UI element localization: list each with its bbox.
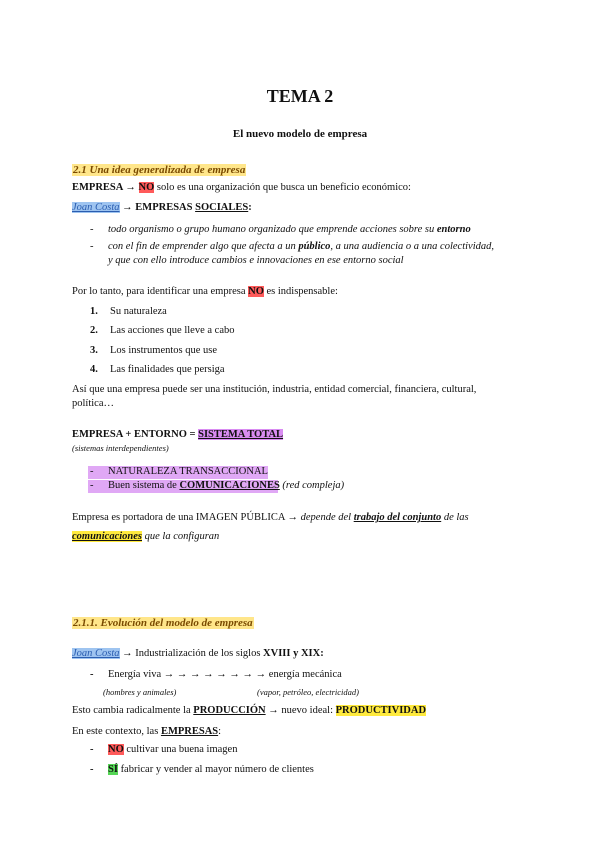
energy-line <box>90 669 342 680</box>
dash: - <box>90 744 94 755</box>
sociales-text: SOCIALES <box>195 202 249 213</box>
page-title: TEMA 2 <box>266 86 334 106</box>
list-item <box>90 744 238 755</box>
dash: - <box>90 480 94 491</box>
text: Energía viva <box>108 669 164 680</box>
no-highlight: NO <box>138 182 155 193</box>
text: Las finalidades que persiga <box>110 364 225 375</box>
section-heading <box>72 613 254 631</box>
comunicaciones-highlight: comunicaciones <box>72 531 142 542</box>
paragraph-line: política… <box>72 398 114 409</box>
empresa-line <box>72 182 411 193</box>
equation-line <box>72 429 283 440</box>
text: Esto cambia radicalmente la <box>72 705 194 716</box>
text: → EMPRESAS <box>119 202 196 213</box>
productividad-highlight: PRODUCTIVIDAD <box>335 705 427 716</box>
identify-line <box>72 286 338 297</box>
dash: - <box>90 241 94 252</box>
text: es indispensable: <box>263 286 338 297</box>
produccion-line <box>72 705 426 716</box>
text: COMUNICACIONES <box>179 480 280 491</box>
text: Buen sistema de <box>108 480 180 491</box>
dash: - <box>90 466 94 477</box>
si-highlight: SÍ <box>108 764 118 775</box>
text: PRODUCCIÓN <box>193 705 266 716</box>
list-item <box>90 466 268 477</box>
text: público <box>298 241 331 252</box>
arrows: → → → → → → → → <box>163 669 267 680</box>
numbered-item <box>90 345 218 356</box>
text: Los instrumentos que use <box>110 345 218 356</box>
text: trabajo del conjunto <box>353 512 442 523</box>
text: Las acciones que lleve a cabo <box>110 325 235 336</box>
number: 3. <box>90 345 98 356</box>
text: Su naturaleza <box>110 306 167 317</box>
page-subtitle: El nuevo modelo de empresa <box>232 128 368 140</box>
author-name: Joan Costa <box>72 202 120 213</box>
text: EMPRESAS <box>160 726 219 737</box>
text: cultivar una buena imagen <box>123 744 238 755</box>
text: que la configuran <box>142 531 220 542</box>
section-heading <box>72 160 246 178</box>
equation-note: (sistemas interdependientes) <box>72 443 169 453</box>
energy-note-left: (hombres y animales) <box>103 687 177 697</box>
number: 4. <box>90 364 98 375</box>
author-name: Joan Costa <box>72 648 120 659</box>
no-highlight: NO <box>108 744 124 755</box>
costa-line <box>72 202 252 213</box>
context-line <box>72 726 221 737</box>
dash: - <box>90 669 94 680</box>
number: 1. <box>90 306 98 317</box>
text: Empresa es portadora de una IMAGEN PÚBLICA <box>72 512 288 523</box>
text: solo es una organización que busca un beneficio económico: <box>154 182 411 193</box>
text: : <box>218 726 222 737</box>
text: → nuevo ideal: <box>265 705 336 716</box>
text: → Industrialización de los siglos <box>119 648 264 659</box>
text: EMPRESA + ENTORNO = <box>72 429 199 440</box>
list-item <box>90 224 471 235</box>
text: (red compleja) <box>279 480 345 491</box>
text: NATURALEZA TRANSACCIONAL <box>108 466 268 477</box>
text: entorno <box>436 224 471 235</box>
number: 2. <box>90 325 98 336</box>
text: En este contexto, las <box>72 726 161 737</box>
list-item <box>90 480 345 491</box>
image-line <box>72 512 469 523</box>
numbered-item <box>90 364 225 375</box>
list-item <box>90 241 494 252</box>
text: Por lo tanto, para identificar una empresa <box>72 286 249 297</box>
section-heading-text: 2.1 Una idea generalizada de empresa <box>73 164 246 176</box>
numbered-item <box>90 325 235 336</box>
sistema-total-highlight: SISTEMA TOTAL <box>198 429 284 440</box>
text: : <box>248 202 252 213</box>
text: EMPRESA → <box>72 182 139 193</box>
text: todo organismo o grupo humano organizado que emprende acciones sobre su <box>108 224 437 235</box>
text: , a una audiencia o a una colectividad, <box>330 241 494 252</box>
section-heading-text: 2.1.1. Evolución del modelo de empresa <box>73 617 253 629</box>
text: XVIII y XIX: <box>263 648 324 659</box>
text: → depende del <box>287 512 354 523</box>
costa-line <box>72 648 324 659</box>
numbered-item <box>90 306 167 317</box>
image-line <box>72 531 219 542</box>
paragraph-line: Así que una empresa puede ser una institución, industria, entidad comercial, financiera, cultural, <box>72 384 477 395</box>
text: fabricar y vender al mayor número de clientes <box>117 764 314 775</box>
no-highlight: NO <box>248 286 264 297</box>
list-item <box>90 764 314 775</box>
energy-note-right: (vapor, petróleo, electricidad) <box>257 687 359 697</box>
dash: - <box>90 764 94 775</box>
dash: - <box>90 224 94 235</box>
list-item-continuation: y que con ello introduce cambios e innovaciones en ese entorno social <box>108 255 404 266</box>
text: con el fin de emprender algo que afecta a un <box>108 241 299 252</box>
text: energía mecánica <box>266 669 342 680</box>
text: de las <box>441 512 469 523</box>
